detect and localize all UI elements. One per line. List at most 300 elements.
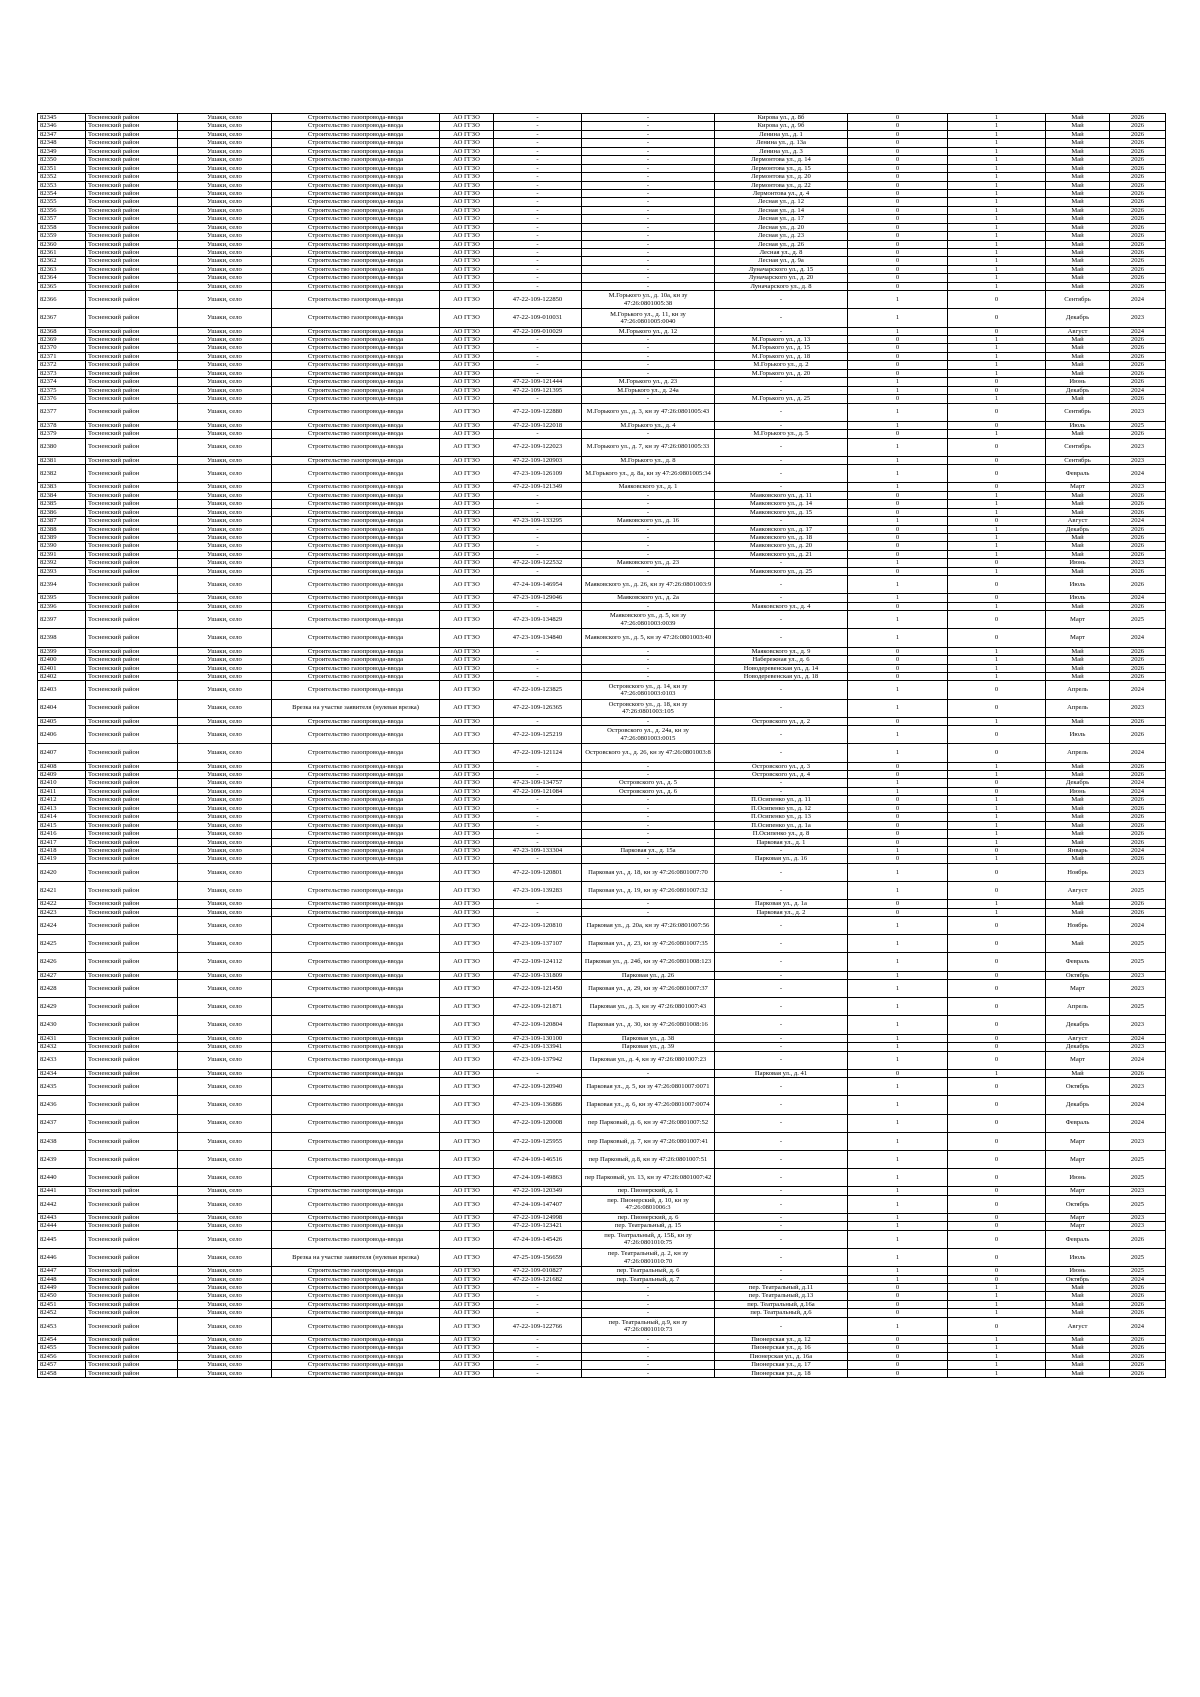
organization-cell: АО ГГЗО (440, 855, 494, 863)
row-number-cell: 82349 (38, 147, 86, 155)
table-row (38, 361, 1166, 369)
year-cell: 2026 (1110, 821, 1166, 829)
count-a-cell: 1 (848, 779, 948, 787)
table-row (38, 164, 1166, 172)
row-number-cell: 82361 (38, 249, 86, 257)
month-cell: Май (1046, 361, 1110, 369)
row-number-cell: 82355 (38, 198, 86, 206)
count-b-cell: 0 (948, 863, 1046, 881)
year-cell: 2026 (1110, 173, 1166, 181)
address-planned-cell: пер. Театральный, д.11 (715, 1284, 848, 1292)
work-type-cell: Строительство газопровода-ввода (272, 804, 440, 812)
row-number-cell: 82396 (38, 602, 86, 610)
organization-cell: АО ГГЗО (440, 147, 494, 155)
year-cell: 2026 (1110, 1300, 1166, 1308)
count-b-cell: 0 (948, 699, 1046, 717)
row-number-cell: 82371 (38, 352, 86, 360)
count-a-cell: 1 (848, 327, 948, 335)
year-cell: 2026 (1110, 122, 1166, 130)
organization-cell: АО ГГЗО (440, 1300, 494, 1308)
settlement-cell: Ушаки, село (178, 525, 272, 533)
district-cell: Тосненский район (86, 726, 178, 744)
count-a-cell: 0 (848, 122, 948, 130)
application-number-cell: - (494, 164, 582, 172)
district-cell: Тосненский район (86, 1344, 178, 1352)
district-cell: Тосненский район (86, 804, 178, 812)
address-planned-cell: пер. Театральный, д.13 (715, 1292, 848, 1300)
table-row (38, 838, 1166, 846)
district-cell: Тосненский район (86, 156, 178, 164)
month-cell: Май (1046, 352, 1110, 360)
district-cell: Тосненский район (86, 1335, 178, 1343)
work-type-cell: Строительство газопровода-ввода (272, 491, 440, 499)
application-number-cell: 47-22-109-121450 (494, 980, 582, 998)
count-a-cell: 1 (848, 953, 948, 971)
row-number-cell: 82412 (38, 796, 86, 804)
count-b-cell: 1 (948, 567, 1046, 575)
count-a-cell: 1 (848, 935, 948, 953)
count-a-cell: 1 (848, 1187, 948, 1195)
month-cell: Март (1046, 1150, 1110, 1168)
row-number-cell: 82417 (38, 838, 86, 846)
address-with-application-cell: Островского ул., д. 5 (582, 779, 715, 787)
work-type-cell: Строительство газопровода-ввода (272, 309, 440, 327)
table-row (38, 1292, 1166, 1300)
district-cell: Тосненский район (86, 430, 178, 438)
organization-cell: АО ГГЗО (440, 1132, 494, 1150)
work-type-cell: Строительство газопровода-ввода (272, 855, 440, 863)
work-type-cell: Строительство газопровода-ввода (272, 534, 440, 542)
count-a-cell: 1 (848, 483, 948, 491)
table-row (38, 265, 1166, 273)
address-planned-cell: Пионерская ул., д. 12 (715, 1335, 848, 1343)
address-planned-cell: - (715, 611, 848, 629)
work-type-cell: Строительство газопровода-ввода (272, 821, 440, 829)
row-number-cell: 82446 (38, 1248, 86, 1266)
work-type-cell: Строительство газопровода-ввода (272, 130, 440, 138)
count-b-cell: 1 (948, 352, 1046, 360)
work-type-cell: Строительство газопровода-ввода (272, 672, 440, 680)
count-b-cell: 1 (948, 525, 1046, 533)
month-cell: Май (1046, 838, 1110, 846)
address-planned-cell: Парковая ул., д. 2 (715, 908, 848, 916)
year-cell: 2026 (1110, 139, 1166, 147)
month-cell: Май (1046, 282, 1110, 290)
address-planned-cell: Лесная ул., д. 26 (715, 240, 848, 248)
address-with-application-cell: пер. Театральный, д. 7 (582, 1275, 715, 1283)
year-cell: 2025 (1110, 953, 1166, 971)
year-cell: 2026 (1110, 336, 1166, 344)
count-a-cell: 1 (848, 998, 948, 1016)
settlement-cell: Ушаки, село (178, 1284, 272, 1292)
organization-cell: АО ГГЗО (440, 309, 494, 327)
application-number-cell: - (494, 550, 582, 558)
district-cell: Тосненский район (86, 508, 178, 516)
application-number-cell: 47-22-109-010827 (494, 1267, 582, 1275)
application-number-cell: - (494, 282, 582, 290)
work-type-cell: Строительство газопровода-ввода (272, 352, 440, 360)
address-planned-cell: пер. Театральный, д.6 (715, 1309, 848, 1317)
address-with-application-cell: Парковая ул., д. 23, кн зу 47:26:0801007:35 (582, 935, 715, 953)
row-number-cell: 82357 (38, 215, 86, 223)
count-b-cell: 0 (948, 386, 1046, 394)
count-a-cell: 1 (848, 1096, 948, 1114)
settlement-cell: Ушаки, село (178, 1034, 272, 1042)
address-with-application-cell: Парковая ул., д. 20а, кн зу 47:26:0801007:56 (582, 917, 715, 935)
year-cell: 2026 (1110, 274, 1166, 282)
address-with-application-cell: М.Горького ул., д. 23 (582, 378, 715, 386)
address-planned-cell: Лермонтова ул., д. 20 (715, 173, 848, 181)
district-cell: Тосненский район (86, 559, 178, 567)
month-cell: Май (1046, 130, 1110, 138)
month-cell: Сентябрь (1046, 291, 1110, 309)
address-with-application-cell: Маяковского ул., д. 2а (582, 594, 715, 602)
table-row (38, 594, 1166, 602)
month-cell: Май (1046, 181, 1110, 189)
count-a-cell: 1 (848, 1195, 948, 1213)
settlement-cell: Ушаки, село (178, 726, 272, 744)
organization-cell: АО ГГЗО (440, 1051, 494, 1069)
row-number-cell: 82454 (38, 1335, 86, 1343)
organization-cell: АО ГГЗО (440, 386, 494, 394)
count-b-cell: 1 (948, 122, 1046, 130)
year-cell: 2026 (1110, 508, 1166, 516)
row-number-cell: 82358 (38, 223, 86, 231)
table-row (38, 206, 1166, 214)
organization-cell: АО ГГЗО (440, 664, 494, 672)
settlement-cell: Ушаки, село (178, 1352, 272, 1360)
row-number-cell: 82394 (38, 576, 86, 594)
month-cell: Апрель (1046, 998, 1110, 1016)
table-row (38, 804, 1166, 812)
work-type-cell: Строительство газопровода-ввода (272, 525, 440, 533)
row-number-cell: 82376 (38, 395, 86, 403)
application-number-cell: - (494, 336, 582, 344)
application-number-cell: - (494, 1344, 582, 1352)
address-with-application-cell: Островского ул., д. 24а, кн зу 47:26:0801003:0015 (582, 726, 715, 744)
application-number-cell: - (494, 1361, 582, 1369)
count-a-cell: 0 (848, 908, 948, 916)
district-cell: Тосненский район (86, 274, 178, 282)
district-cell: Тосненский район (86, 1016, 178, 1034)
table-row (38, 173, 1166, 181)
month-cell: Ноябрь (1046, 863, 1110, 881)
count-a-cell: 0 (848, 257, 948, 265)
year-cell: 2026 (1110, 156, 1166, 164)
address-with-application-cell: Островского ул., д. 14, кн зу 47:26:0801003:0103 (582, 681, 715, 699)
count-b-cell: 1 (948, 813, 1046, 821)
address-planned-cell: Луначарского ул., д. 15 (715, 265, 848, 273)
application-number-cell: 47-22-109-121084 (494, 787, 582, 795)
application-number-cell: - (494, 369, 582, 377)
address-planned-cell: - (715, 1150, 848, 1168)
year-cell: 2026 (1110, 1361, 1166, 1369)
organization-cell: АО ГГЗО (440, 361, 494, 369)
table-row (38, 863, 1166, 881)
count-a-cell: 0 (848, 206, 948, 214)
table-row (38, 762, 1166, 770)
year-cell: 2026 (1110, 395, 1166, 403)
year-cell: 2025 (1110, 421, 1166, 429)
work-type-cell: Строительство газопровода-ввода (272, 122, 440, 130)
application-number-cell: - (494, 344, 582, 352)
count-a-cell: 1 (848, 882, 948, 900)
address-with-application-cell: - (582, 369, 715, 377)
row-number-cell: 82398 (38, 629, 86, 647)
month-cell: Май (1046, 1352, 1110, 1360)
month-cell: Май (1046, 1069, 1110, 1077)
count-b-cell: 0 (948, 1213, 1046, 1221)
row-number-cell: 82356 (38, 206, 86, 214)
district-cell: Тосненский район (86, 483, 178, 491)
address-planned-cell: - (715, 576, 848, 594)
table-row (38, 1361, 1166, 1369)
row-number-cell: 82434 (38, 1069, 86, 1077)
organization-cell: АО ГГЗО (440, 762, 494, 770)
district-cell: Тосненский район (86, 500, 178, 508)
address-with-application-cell: пер. Пионерский, д. 1 (582, 1187, 715, 1195)
table-row (38, 699, 1166, 717)
month-cell: Май (1046, 534, 1110, 542)
application-number-cell: 47-23-109-133304 (494, 846, 582, 854)
month-cell: Май (1046, 500, 1110, 508)
row-number-cell: 82390 (38, 542, 86, 550)
table-row (38, 534, 1166, 542)
month-cell: Май (1046, 508, 1110, 516)
row-number-cell: 82418 (38, 846, 86, 854)
district-cell: Тосненский район (86, 602, 178, 610)
organization-cell: АО ГГЗО (440, 395, 494, 403)
address-planned-cell: пер. Театральный, д.16а (715, 1300, 848, 1308)
application-number-cell: 47-22-109-121444 (494, 378, 582, 386)
count-a-cell: 0 (848, 838, 948, 846)
month-cell: Май (1046, 1300, 1110, 1308)
year-cell: 2026 (1110, 1335, 1166, 1343)
row-number-cell: 82422 (38, 900, 86, 908)
count-b-cell: 0 (948, 1222, 1046, 1230)
organization-cell: АО ГГЗО (440, 787, 494, 795)
table-body (38, 114, 1166, 1378)
count-a-cell: 1 (848, 1043, 948, 1051)
month-cell: Май (1046, 647, 1110, 655)
table-row (38, 291, 1166, 309)
application-number-cell: 47-23-109-133295 (494, 517, 582, 525)
district-cell: Тосненский район (86, 232, 178, 240)
application-number-cell: - (494, 830, 582, 838)
row-number-cell: 82416 (38, 830, 86, 838)
settlement-cell: Ушаки, село (178, 534, 272, 542)
settlement-cell: Ушаки, село (178, 378, 272, 386)
work-type-cell: Врезка на участке заявителя (нулевая врезка) (272, 699, 440, 717)
count-a-cell: 1 (848, 291, 948, 309)
row-number-cell: 82403 (38, 681, 86, 699)
address-with-application-cell: - (582, 602, 715, 610)
count-a-cell: 0 (848, 265, 948, 273)
address-with-application-cell: - (582, 361, 715, 369)
count-b-cell: 1 (948, 602, 1046, 610)
address-planned-cell: М.Горького ул., д. 5 (715, 430, 848, 438)
address-planned-cell: М.Горького ул., д. 20 (715, 369, 848, 377)
address-planned-cell: М.Горького ул., д. 18 (715, 352, 848, 360)
row-number-cell: 82348 (38, 139, 86, 147)
year-cell: 2026 (1110, 378, 1166, 386)
count-a-cell: 0 (848, 602, 948, 610)
work-type-cell: Строительство газопровода-ввода (272, 1078, 440, 1096)
address-planned-cell: Луначарского ул., д. 20 (715, 274, 848, 282)
address-with-application-cell: - (582, 647, 715, 655)
row-number-cell: 82346 (38, 122, 86, 130)
table-row (38, 567, 1166, 575)
settlement-cell: Ушаки, село (178, 1317, 272, 1335)
count-b-cell: 1 (948, 838, 1046, 846)
address-with-application-cell: пер Парковый, д. 7, кн зу 47:26:0801007:41 (582, 1132, 715, 1150)
application-number-cell: - (494, 206, 582, 214)
count-a-cell: 0 (848, 274, 948, 282)
year-cell: 2023 (1110, 699, 1166, 717)
work-type-cell: Строительство газопровода-ввода (272, 656, 440, 664)
year-cell: 2026 (1110, 265, 1166, 273)
application-number-cell: 47-24-109-146516 (494, 1150, 582, 1168)
settlement-cell: Ушаки, село (178, 855, 272, 863)
organization-cell: АО ГГЗО (440, 257, 494, 265)
count-b-cell: 1 (948, 672, 1046, 680)
count-a-cell: 0 (848, 804, 948, 812)
count-b-cell: 1 (948, 500, 1046, 508)
table-row (38, 240, 1166, 248)
count-a-cell: 0 (848, 352, 948, 360)
month-cell: Май (1046, 249, 1110, 257)
count-b-cell: 0 (948, 1043, 1046, 1051)
address-planned-cell: Лермонтова ул., д. 15 (715, 164, 848, 172)
district-cell: Тосненский район (86, 1034, 178, 1042)
count-b-cell: 0 (948, 327, 1046, 335)
count-b-cell: 0 (948, 559, 1046, 567)
address-with-application-cell: Парковая ул., д. 26 (582, 971, 715, 979)
work-type-cell: Строительство газопровода-ввода (272, 403, 440, 421)
settlement-cell: Ушаки, село (178, 438, 272, 456)
settlement-cell: Ушаки, село (178, 830, 272, 838)
month-cell: Май (1046, 908, 1110, 916)
month-cell: Май (1046, 900, 1110, 908)
month-cell: Март (1046, 629, 1110, 647)
row-number-cell: 82401 (38, 664, 86, 672)
settlement-cell: Ушаки, село (178, 672, 272, 680)
month-cell: Май (1046, 491, 1110, 499)
month-cell: Март (1046, 1213, 1110, 1221)
row-number-cell: 82433 (38, 1051, 86, 1069)
work-type-cell: Строительство газопровода-ввода (272, 483, 440, 491)
application-number-cell: 47-22-109-120349 (494, 1187, 582, 1195)
count-a-cell: 0 (848, 156, 948, 164)
application-number-cell: 47-23-109-134757 (494, 779, 582, 787)
count-b-cell: 1 (948, 130, 1046, 138)
district-cell: Тосненский район (86, 935, 178, 953)
district-cell: Тосненский район (86, 1267, 178, 1275)
gasification-schedule-sheet (37, 113, 1165, 1378)
work-type-cell: Строительство газопровода-ввода (272, 953, 440, 971)
work-type-cell: Строительство газопровода-ввода (272, 908, 440, 916)
organization-cell: АО ГГЗО (440, 156, 494, 164)
work-type-cell: Строительство газопровода-ввода (272, 980, 440, 998)
address-planned-cell: П.Осипенко ул., д. 12 (715, 804, 848, 812)
organization-cell: АО ГГЗО (440, 744, 494, 762)
district-cell: Тосненский район (86, 291, 178, 309)
work-type-cell: Строительство газопровода-ввода (272, 838, 440, 846)
count-b-cell: 1 (948, 656, 1046, 664)
address-with-application-cell: - (582, 804, 715, 812)
organization-cell: АО ГГЗО (440, 206, 494, 214)
row-number-cell: 82379 (38, 430, 86, 438)
row-number-cell: 82388 (38, 525, 86, 533)
address-with-application-cell: Парковая ул., д. 5, кн зу 47:26:0801007:0071 (582, 1078, 715, 1096)
address-with-application-cell: Парковая ул., д. 4, кн зу 47:26:0801007:23 (582, 1051, 715, 1069)
address-planned-cell: - (715, 1096, 848, 1114)
count-b-cell: 0 (948, 629, 1046, 647)
district-cell: Тосненский район (86, 1114, 178, 1132)
settlement-cell: Ушаки, село (178, 198, 272, 206)
table-row (38, 1187, 1166, 1195)
count-b-cell: 0 (948, 465, 1046, 483)
count-b-cell: 0 (948, 483, 1046, 491)
address-planned-cell: Парковая ул., д. 16 (715, 855, 848, 863)
count-b-cell: 1 (948, 762, 1046, 770)
count-a-cell: 1 (848, 309, 948, 327)
table-row (38, 282, 1166, 290)
application-number-cell: - (494, 249, 582, 257)
row-number-cell: 82405 (38, 717, 86, 725)
year-cell: 2026 (1110, 232, 1166, 240)
work-type-cell: Строительство газопровода-ввода (272, 1230, 440, 1248)
organization-cell: АО ГГЗО (440, 517, 494, 525)
row-number-cell: 82435 (38, 1078, 86, 1096)
year-cell: 2024 (1110, 846, 1166, 854)
year-cell: 2024 (1110, 1051, 1166, 1069)
table-row (38, 744, 1166, 762)
work-type-cell: Строительство газопровода-ввода (272, 863, 440, 881)
address-with-application-cell: - (582, 139, 715, 147)
address-with-application-cell: - (582, 130, 715, 138)
count-b-cell: 1 (948, 249, 1046, 257)
address-planned-cell: - (715, 403, 848, 421)
settlement-cell: Ушаки, село (178, 900, 272, 908)
month-cell: Май (1046, 156, 1110, 164)
count-b-cell: 1 (948, 369, 1046, 377)
district-cell: Тосненский район (86, 1195, 178, 1213)
address-with-application-cell: - (582, 500, 715, 508)
district-cell: Тосненский район (86, 122, 178, 130)
count-b-cell: 0 (948, 1275, 1046, 1283)
month-cell: Октябрь (1046, 1078, 1110, 1096)
count-b-cell: 1 (948, 240, 1046, 248)
count-b-cell: 1 (948, 1361, 1046, 1369)
row-number-cell: 82432 (38, 1043, 86, 1051)
work-type-cell: Строительство газопровода-ввода (272, 282, 440, 290)
month-cell: Май (1046, 550, 1110, 558)
row-number-cell: 82347 (38, 130, 86, 138)
row-number-cell: 82458 (38, 1369, 86, 1377)
settlement-cell: Ушаки, село (178, 223, 272, 231)
month-cell: Май (1046, 257, 1110, 265)
work-type-cell: Строительство газопровода-ввода (272, 576, 440, 594)
organization-cell: АО ГГЗО (440, 882, 494, 900)
address-with-application-cell: Маяковского ул., д. 16 (582, 517, 715, 525)
year-cell: 2023 (1110, 1016, 1166, 1034)
work-type-cell: Строительство газопровода-ввода (272, 500, 440, 508)
settlement-cell: Ушаки, село (178, 122, 272, 130)
month-cell: Май (1046, 813, 1110, 821)
settlement-cell: Ушаки, село (178, 1361, 272, 1369)
month-cell: Май (1046, 1369, 1110, 1377)
